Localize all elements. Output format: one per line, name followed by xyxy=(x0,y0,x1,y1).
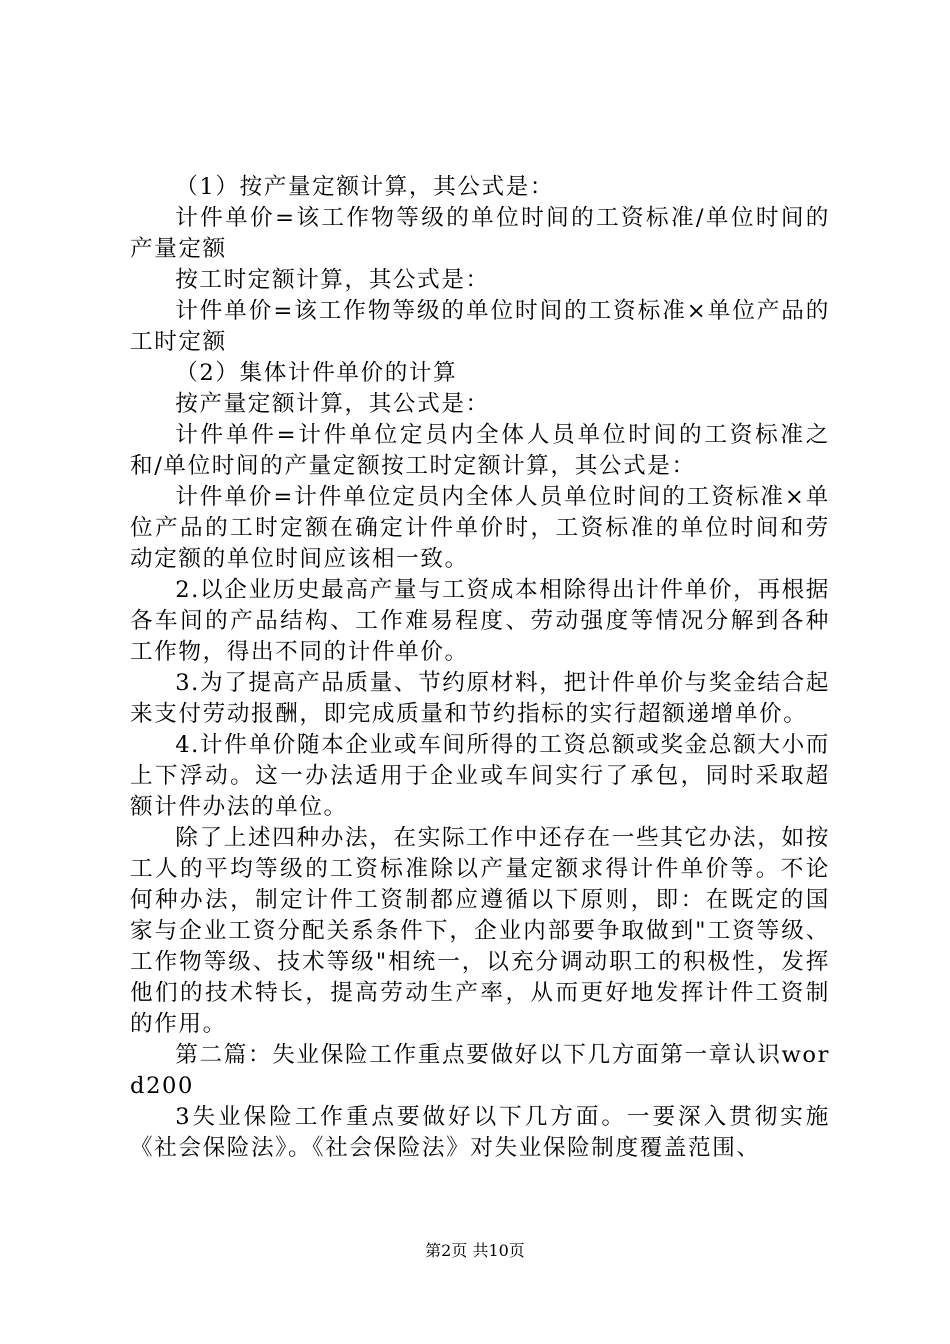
paragraph-9: 2.以企业历史最高产量与工资成本相除得出计件单价，再根据各车间的产品结构、工作难易程度、劳动强度等情况分解到各种工作物，得出不同的计件单价。 xyxy=(130,577,830,665)
paragraph-4: 计件单价=该工作物等级的单位时间的工资标准×单位产品的工时定额 xyxy=(130,298,830,355)
paragraph-10: 3.为了提高产品质量、节约原材料，把计件单价与奖金结合起来支付劳动报酬，即完成质量和节约指标的实行超额递增单价。 xyxy=(130,670,830,727)
paragraph-8: 计件单价=计件单位定员内全体人员单位时间的工资标准×单位产品的工时定额在确定计件单价时，工资标准的单位时间和劳动定额的单位时间应该相一致。 xyxy=(130,484,830,572)
paragraph-12: 除了上述四种办法，在实际工作中还存在一些其它办法，如按工人的平均等级的工资标准除以产量定额求得计件单价等。不论何种办法，制定计件工资制都应遵循以下原则，即：在既定的国家与企业工资分配关系条件下，企业内部要争取做到"工资等级、工作物等级、技术等级"相统一，以充分调动职工的积极性，发挥他们的技术特长，提高劳动生产率，从而更好地发挥计件工资制的作用。 xyxy=(130,825,830,1037)
paragraph-5: （2）集体计件单价的计算 xyxy=(175,360,458,386)
paragraph-3: 按工时定额计算，其公式是： xyxy=(175,267,490,293)
paragraph-7: 计件单件=计件单位定员内全体人员单位时间的工资标准之和/单位时间的产量定额按工时定额计算，其公式是： xyxy=(130,422,830,479)
paragraph-1: （1）按产量定额计算，其公式是： xyxy=(175,174,555,200)
paragraph-11: 4.计件单价随本企业或车间所得的工资总额或奖金总额大小而上下浮动。这一办法适用于企业或车间实行了承包，同时采取超额计件办法的单位。 xyxy=(130,732,830,820)
page-number-footer: 第2页 共10页 xyxy=(425,1241,525,1260)
paragraph-13: 第二篇：失业保险工作重点要做好以下几方面第一章认识word200 xyxy=(130,1042,830,1099)
paragraph-2: 计件单价=该工作物等级的单位时间的工资标准/单位时间的产量定额 xyxy=(130,205,830,262)
paragraph-14: 3失业保险工作重点要做好以下几方面。一要深入贯彻实施《社会保险法》。《社会保险法》对失业保险制度覆盖范围、 xyxy=(130,1104,830,1161)
paragraph-6: 按产量定额计算，其公式是： xyxy=(175,391,490,417)
document-body xyxy=(130,172,830,1164)
